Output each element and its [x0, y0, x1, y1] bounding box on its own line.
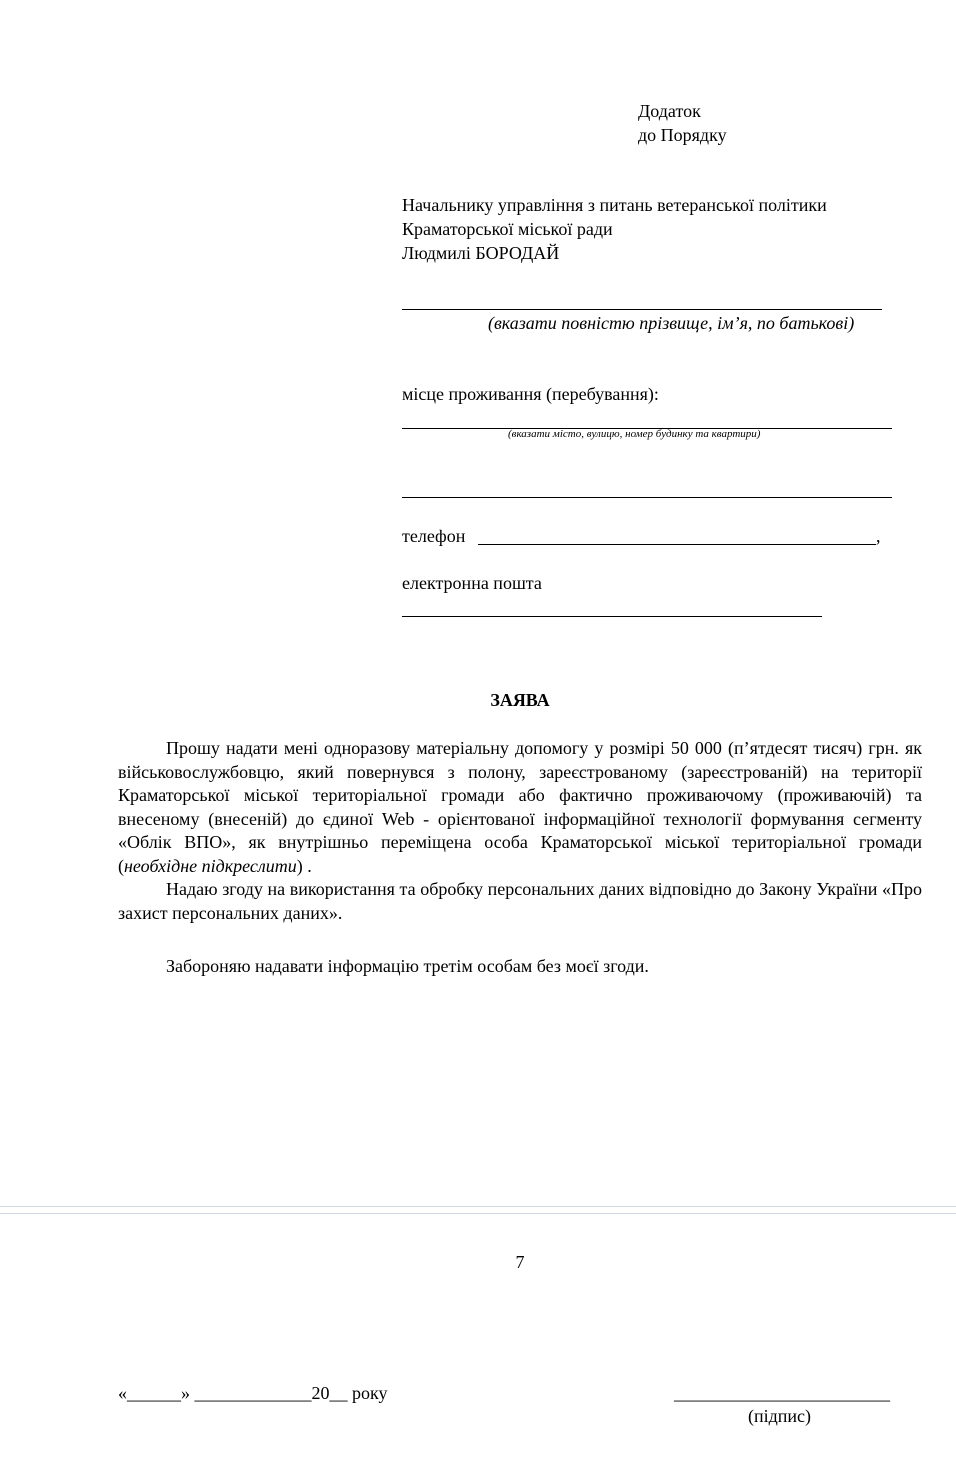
statement-body — [118, 737, 922, 925]
paragraph-consent: Надаю згоду на використання та обробку персональних даних відповідно до Закону України «Про захист персональних даних». — [118, 879, 922, 923]
phone-comma: , — [876, 526, 881, 546]
statement-title: ЗАЯВА — [490, 690, 550, 710]
phone-label: телефон — [402, 526, 466, 546]
email-line[interactable] — [402, 616, 822, 617]
page-break-line-bottom — [0, 1213, 956, 1214]
residence-hint: (вказати місто, вулицю, номер будинку та квартири) — [508, 428, 761, 440]
date-field[interactable]: «______» _____________20__ року — [118, 1383, 388, 1403]
signature-line[interactable]: ________________________ — [674, 1383, 890, 1403]
applicant-name-line[interactable] — [402, 309, 882, 310]
request-text-end: ) . — [296, 855, 312, 876]
applicant-name-hint: (вказати повністю прізвище, ім’я, по батькові) — [488, 313, 855, 333]
page-break-line-top — [0, 1206, 956, 1207]
phone-line[interactable] — [478, 544, 876, 545]
addressee-position: Начальнику управління з питань ветеранської політики — [402, 195, 827, 215]
paragraph-prohibition: Забороняю надавати інформацію третім особам без моєї згоди. — [166, 956, 649, 976]
underline-instruction: необхідне підкреслити — [124, 855, 297, 876]
paragraph-request — [118, 737, 922, 878]
email-label: електронна пошта — [402, 573, 542, 593]
residence-line-2[interactable] — [402, 497, 892, 498]
addressee-organization: Краматорської міської ради — [402, 219, 613, 239]
page-number: 7 — [515, 1252, 525, 1272]
signature-label: (підпис) — [748, 1406, 812, 1426]
request-text: Прошу надати мені одноразову матеріальну допомогу у розмірі 50 000 (п’ятдесят тисяч) грн. як військовослужбовцю, який повернувся з полону, зареєстрованому (зареєстрованій) на території Краматорської міської територіальної громади або фактично проживаючому (проживаючій) та внесеному (внесеній) до єдиної Web - орієнтованої інформаційної технології формування сегменту «Облік ВПО», як внутрішньо переміщена особа Краматорської міської територіальної громади ( — [118, 738, 922, 876]
residence-label: місце проживання (перебування): — [402, 384, 659, 404]
addressee-name: Людмилі БОРОДАЙ — [402, 243, 560, 263]
appendix-line-2: до Порядку — [638, 125, 727, 145]
appendix-line-1: Додаток — [638, 101, 701, 121]
